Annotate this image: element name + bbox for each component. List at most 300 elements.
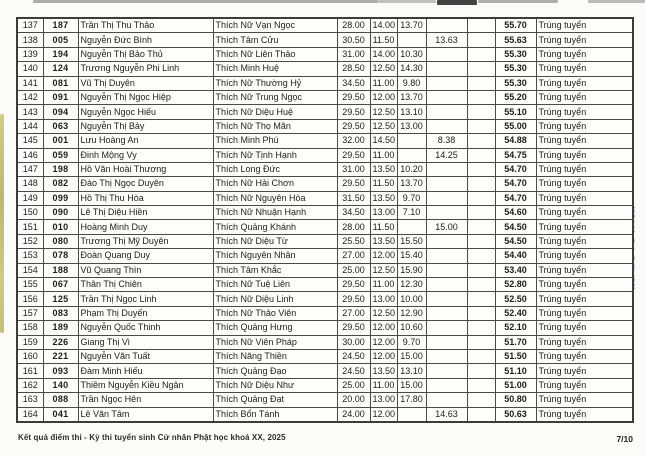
cell-dharma-name: Thích Quảng Hưng <box>213 321 337 335</box>
cell-candidate-id: 081 <box>43 76 78 90</box>
cell-score-3: 15.40 <box>397 249 426 263</box>
cell-score-2: 12.00 <box>370 349 397 363</box>
cell-score-5 <box>467 162 495 176</box>
cell-score-2: 12.00 <box>370 249 397 263</box>
cell-total-score: 51.00 <box>495 378 536 392</box>
cell-candidate-name: Nguyễn Quốc Thinh <box>78 321 213 335</box>
cell-total-score: 52.80 <box>495 278 536 292</box>
cell-dharma-name: Thích Nữ Nguyên Hòa <box>213 191 337 205</box>
cell-admission-status: Trúng tuyển <box>536 349 633 363</box>
cell-dharma-name: Thích Nữ Thảo Viên <box>213 306 337 320</box>
cell-total-score: 55.30 <box>495 47 536 61</box>
table-row <box>17 335 633 349</box>
cell-admission-status: Trúng tuyển <box>536 105 633 119</box>
cell-candidate-name: Phạm Thị Duyến <box>78 306 213 320</box>
cell-dharma-name: Thích Nữ Hải Chơn <box>213 177 337 191</box>
cell-candidate-name: Nguyễn Ngọc Hiếu <box>78 105 213 119</box>
cell-score-5 <box>467 134 495 148</box>
cell-score-3: 9.80 <box>397 76 426 90</box>
cell-candidate-name: Nguyễn Thị Bảy <box>78 119 213 133</box>
scan-artifact-left-edge <box>0 114 4 333</box>
cell-score-2: 12.50 <box>370 105 397 119</box>
cell-candidate-id: 221 <box>43 349 78 363</box>
table-row <box>17 220 633 234</box>
cell-candidate-id: 041 <box>43 407 78 422</box>
cell-score-5 <box>467 90 495 104</box>
cell-score-5 <box>467 292 495 306</box>
cell-score-5 <box>467 191 495 205</box>
cell-row-number: 154 <box>17 263 43 277</box>
cell-candidate-name: Trần Thị Ngọc Linh <box>78 292 213 306</box>
cell-row-number: 140 <box>17 62 43 76</box>
cell-row-number: 161 <box>17 364 43 378</box>
cell-score-4 <box>426 105 467 119</box>
cell-score-3: 13.70 <box>397 18 426 33</box>
cell-dharma-name: Thích Quảng Đạo <box>213 364 337 378</box>
cell-row-number: 139 <box>17 47 43 61</box>
cell-score-5 <box>467 119 495 133</box>
cell-dharma-name: Thích Nữ Tịnh Hạnh <box>213 148 337 162</box>
cell-total-score: 55.20 <box>495 90 536 104</box>
cell-score-3: 15.50 <box>397 234 426 248</box>
cell-score-1: 29.50 <box>337 105 370 119</box>
table-row <box>17 62 633 76</box>
cell-score-3: 13.70 <box>397 177 426 191</box>
cell-candidate-id: 124 <box>43 62 78 76</box>
table-row <box>17 407 633 422</box>
cell-admission-status: Trúng tuyển <box>536 148 633 162</box>
cell-total-score: 54.70 <box>495 191 536 205</box>
cell-score-4: 14.63 <box>426 407 467 422</box>
cell-score-2: 13.50 <box>370 162 397 176</box>
cell-score-4 <box>426 62 467 76</box>
cell-candidate-name: Nguyễn Thị Bảo Thủ <box>78 47 213 61</box>
cell-candidate-id: 080 <box>43 234 78 248</box>
cell-score-3: 15.00 <box>397 378 426 392</box>
scan-artifact-top-dark <box>437 0 477 5</box>
cell-total-score: 55.00 <box>495 119 536 133</box>
table-row <box>17 47 633 61</box>
cell-candidate-id: 189 <box>43 321 78 335</box>
cell-dharma-name: Thích Nguyên Nhân <box>213 249 337 263</box>
cell-score-2: 13.00 <box>370 393 397 407</box>
cell-score-2: 12.00 <box>370 407 397 422</box>
cell-score-4 <box>426 177 467 191</box>
cell-row-number: 146 <box>17 148 43 162</box>
cell-score-5 <box>467 335 495 349</box>
cell-total-score: 54.50 <box>495 234 536 248</box>
cell-score-4: 14.25 <box>426 148 467 162</box>
cell-admission-status: Trúng tuyển <box>536 234 633 248</box>
cell-admission-status: Trúng tuyển <box>536 177 633 191</box>
cell-score-1: 29.50 <box>337 119 370 133</box>
results-table-body <box>17 18 633 422</box>
cell-candidate-id: 090 <box>43 206 78 220</box>
cell-candidate-name: Thân Thị Chiên <box>78 278 213 292</box>
cell-dharma-name: Thích Nữ Diệu Huệ <box>213 105 337 119</box>
cell-score-5 <box>467 321 495 335</box>
cell-row-number: 159 <box>17 335 43 349</box>
cell-score-4 <box>426 162 467 176</box>
cell-score-4 <box>426 191 467 205</box>
cell-total-score: 50.80 <box>495 393 536 407</box>
cell-admission-status: Trúng tuyển <box>536 393 633 407</box>
cell-score-3: 10.00 <box>397 292 426 306</box>
cell-candidate-name: Nguyễn Thị Ngọc Hiệp <box>78 90 213 104</box>
cell-row-number: 157 <box>17 306 43 320</box>
cell-total-score: 51.50 <box>495 349 536 363</box>
cell-candidate-name: Nguyễn Văn Tuất <box>78 349 213 363</box>
cell-score-3: 12.30 <box>397 278 426 292</box>
cell-score-5 <box>467 18 495 33</box>
exam-results-table <box>16 17 634 423</box>
cell-candidate-id: 194 <box>43 47 78 61</box>
table-row <box>17 249 633 263</box>
cell-admission-status: Trúng tuyển <box>536 33 633 47</box>
cell-score-5 <box>467 105 495 119</box>
cell-dharma-name: Thích Bổn Tánh <box>213 407 337 422</box>
cell-score-4 <box>426 119 467 133</box>
cell-row-number: 164 <box>17 407 43 422</box>
cell-score-4 <box>426 292 467 306</box>
cell-dharma-name: Thích Nữ Viên Pháp <box>213 335 337 349</box>
cell-candidate-name: Giang Thị Vi <box>78 335 213 349</box>
cell-candidate-id: 091 <box>43 90 78 104</box>
cell-score-2: 14.00 <box>370 18 397 33</box>
cell-score-1: 32.00 <box>337 134 370 148</box>
cell-admission-status: Trúng tuyển <box>536 321 633 335</box>
cell-total-score: 52.40 <box>495 306 536 320</box>
cell-row-number: 148 <box>17 177 43 191</box>
cell-score-2: 11.00 <box>370 278 397 292</box>
cell-score-5 <box>467 393 495 407</box>
cell-candidate-name: Đào Thị Ngọc Duyên <box>78 177 213 191</box>
cell-score-3: 13.10 <box>397 364 426 378</box>
cell-score-2: 13.00 <box>370 292 397 306</box>
cell-row-number: 141 <box>17 76 43 90</box>
cell-candidate-id: 226 <box>43 335 78 349</box>
cell-candidate-id: 059 <box>43 148 78 162</box>
cell-admission-status: Trúng tuyển <box>536 335 633 349</box>
cell-dharma-name: Thích Quảng Đạt <box>213 393 337 407</box>
cell-score-1: 31.00 <box>337 47 370 61</box>
cell-candidate-id: 010 <box>43 220 78 234</box>
cell-score-1: 29.50 <box>337 292 370 306</box>
cell-candidate-id: 094 <box>43 105 78 119</box>
cell-admission-status: Trúng tuyển <box>536 134 633 148</box>
cell-admission-status: Trúng tuyển <box>536 47 633 61</box>
cell-candidate-id: 067 <box>43 278 78 292</box>
cell-candidate-name: Lưu Hoàng An <box>78 134 213 148</box>
table-row <box>17 18 633 33</box>
cell-candidate-id: 088 <box>43 393 78 407</box>
cell-candidate-id: 198 <box>43 162 78 176</box>
cell-score-2: 14.00 <box>370 47 397 61</box>
cell-score-5 <box>467 234 495 248</box>
cell-row-number: 163 <box>17 393 43 407</box>
cell-score-5 <box>467 148 495 162</box>
cell-total-score: 55.30 <box>495 62 536 76</box>
cell-score-2: 13.50 <box>370 191 397 205</box>
cell-row-number: 162 <box>17 378 43 392</box>
cell-candidate-name: Đàm Minh Hiếu <box>78 364 213 378</box>
cell-score-1: 27.00 <box>337 249 370 263</box>
table-row <box>17 292 633 306</box>
cell-score-2: 12.00 <box>370 335 397 349</box>
cell-score-5 <box>467 47 495 61</box>
scan-artifact-top <box>33 0 378 3</box>
table-row <box>17 191 633 205</box>
cell-row-number: 152 <box>17 234 43 248</box>
cell-dharma-name: Thích Nữ Thường Hỷ <box>213 76 337 90</box>
cell-score-1: 25.00 <box>337 263 370 277</box>
cell-admission-status: Trúng tuyển <box>536 364 633 378</box>
cell-total-score: 55.63 <box>495 33 536 47</box>
cell-row-number: 137 <box>17 18 43 33</box>
cell-score-1: 24.50 <box>337 364 370 378</box>
cell-dharma-name: Thích Nữ Diệu Từ <box>213 234 337 248</box>
cell-dharma-name: Thích Nữ Nhuận Hạnh <box>213 206 337 220</box>
cell-score-1: 28.00 <box>337 220 370 234</box>
cell-score-3 <box>397 33 426 47</box>
table-row <box>17 105 633 119</box>
cell-score-1: 29.50 <box>337 90 370 104</box>
table-row <box>17 263 633 277</box>
cell-candidate-name: Hoàng Minh Duy <box>78 220 213 234</box>
table-row <box>17 90 633 104</box>
cell-score-5 <box>467 33 495 47</box>
cell-score-5 <box>467 407 495 422</box>
cell-score-1: 29.50 <box>337 321 370 335</box>
cell-total-score: 52.10 <box>495 321 536 335</box>
cell-score-3: 13.70 <box>397 90 426 104</box>
cell-score-1: 34.50 <box>337 206 370 220</box>
cell-dharma-name: Thích Nữ Tuệ Liên <box>213 278 337 292</box>
cell-score-2: 12.00 <box>370 321 397 335</box>
cell-score-2: 14.50 <box>370 134 397 148</box>
cell-score-5 <box>467 62 495 76</box>
cell-score-5 <box>467 177 495 191</box>
cell-dharma-name: Thích Nữ Vạn Ngọc <box>213 18 337 33</box>
scan-artifact-top <box>478 0 558 3</box>
cell-score-1: 29.50 <box>337 177 370 191</box>
cell-admission-status: Trúng tuyển <box>536 76 633 90</box>
cell-score-5 <box>467 306 495 320</box>
cell-score-4 <box>426 306 467 320</box>
cell-score-3: 15.00 <box>397 349 426 363</box>
cell-row-number: 142 <box>17 90 43 104</box>
cell-row-number: 143 <box>17 105 43 119</box>
cell-score-3: 13.00 <box>397 119 426 133</box>
table-row <box>17 162 633 176</box>
table-row <box>17 148 633 162</box>
cell-admission-status: Trúng tuyển <box>536 220 633 234</box>
cell-candidate-id: 001 <box>43 134 78 148</box>
cell-row-number: 144 <box>17 119 43 133</box>
cell-admission-status: Trúng tuyển <box>536 249 633 263</box>
cell-dharma-name: Thích Nữ Diệu Linh <box>213 292 337 306</box>
page-number: 7/10 <box>616 434 633 444</box>
cell-admission-status: Trúng tuyển <box>536 292 633 306</box>
cell-dharma-name: Thích Năng Thiền <box>213 349 337 363</box>
cell-dharma-name: Thích Nữ Trung Ngọc <box>213 90 337 104</box>
table-row <box>17 306 633 320</box>
cell-score-2: 11.00 <box>370 148 397 162</box>
table-row <box>17 33 633 47</box>
cell-score-1: 34.50 <box>337 76 370 90</box>
cell-candidate-id: 082 <box>43 177 78 191</box>
cell-score-5 <box>467 249 495 263</box>
cell-candidate-id: 005 <box>43 33 78 47</box>
cell-score-4: 15.00 <box>426 220 467 234</box>
cell-score-4 <box>426 349 467 363</box>
cell-score-2: 11.00 <box>370 378 397 392</box>
cell-candidate-id: 083 <box>43 306 78 320</box>
table-row <box>17 393 633 407</box>
cell-candidate-id: 063 <box>43 119 78 133</box>
cell-score-3: 10.30 <box>397 47 426 61</box>
cell-score-1: 27.00 <box>337 306 370 320</box>
cell-score-1: 29.50 <box>337 148 370 162</box>
cell-score-1: 31.00 <box>337 162 370 176</box>
table-row <box>17 206 633 220</box>
table-row <box>17 177 633 191</box>
cell-score-2: 12.50 <box>370 119 397 133</box>
cell-candidate-name: Hồ Văn Hoài Thương <box>78 162 213 176</box>
cell-candidate-name: Nguyễn Đức Bình <box>78 33 213 47</box>
cell-total-score: 51.10 <box>495 364 536 378</box>
cell-score-4 <box>426 364 467 378</box>
table-row <box>17 134 633 148</box>
cell-row-number: 149 <box>17 191 43 205</box>
cell-candidate-id: 125 <box>43 292 78 306</box>
cell-score-3 <box>397 220 426 234</box>
cell-score-5 <box>467 278 495 292</box>
table-row <box>17 119 633 133</box>
cell-score-1: 20.00 <box>337 393 370 407</box>
cell-total-score: 54.50 <box>495 220 536 234</box>
cell-score-3: 12.90 <box>397 306 426 320</box>
cell-score-2: 11.50 <box>370 177 397 191</box>
cell-score-2: 11.50 <box>370 220 397 234</box>
cell-score-5 <box>467 220 495 234</box>
cell-total-score: 55.70 <box>495 18 536 33</box>
cell-score-2: 12.00 <box>370 90 397 104</box>
cell-score-4 <box>426 18 467 33</box>
cell-candidate-id: 078 <box>43 249 78 263</box>
cell-score-3: 7.10 <box>397 206 426 220</box>
cell-score-4 <box>426 206 467 220</box>
cell-score-5 <box>467 206 495 220</box>
cell-row-number: 147 <box>17 162 43 176</box>
cell-total-score: 54.75 <box>495 148 536 162</box>
cell-score-3: 10.60 <box>397 321 426 335</box>
cell-row-number: 150 <box>17 206 43 220</box>
cell-score-4 <box>426 76 467 90</box>
cell-admission-status: Trúng tuyển <box>536 119 633 133</box>
cell-candidate-name: Đinh Mộng Vy <box>78 148 213 162</box>
scan-artifact-top <box>378 0 436 3</box>
cell-dharma-name: Thích Minh Huệ <box>213 62 337 76</box>
cell-total-score: 52.50 <box>495 292 536 306</box>
cell-admission-status: Trúng tuyển <box>536 191 633 205</box>
cell-total-score: 55.30 <box>495 76 536 90</box>
table-row <box>17 234 633 248</box>
cell-score-1: 28.50 <box>337 62 370 76</box>
cell-score-3: 9.70 <box>397 335 426 349</box>
cell-score-1: 24.50 <box>337 349 370 363</box>
cell-candidate-name: Trần Thị Thu Thảo <box>78 18 213 33</box>
cell-score-4: 8.38 <box>426 134 467 148</box>
cell-score-1: 30.50 <box>337 33 370 47</box>
cell-score-4 <box>426 47 467 61</box>
cell-score-3 <box>397 148 426 162</box>
cell-admission-status: Trúng tuyển <box>536 306 633 320</box>
cell-candidate-name: Thiềm Nguyễn Kiều Ngân <box>78 378 213 392</box>
cell-score-3: 13.10 <box>397 105 426 119</box>
cell-candidate-name: Trương Nguyễn Phi Linh <box>78 62 213 76</box>
cell-score-1: 30.00 <box>337 335 370 349</box>
cell-score-2: 12.50 <box>370 62 397 76</box>
cell-score-2: 12.50 <box>370 306 397 320</box>
cell-score-4: 13.63 <box>426 33 467 47</box>
cell-score-2: 11.50 <box>370 33 397 47</box>
cell-admission-status: Trúng tuyển <box>536 263 633 277</box>
cell-dharma-name: Thích Nữ Liên Thảo <box>213 47 337 61</box>
footer-caption: Kết quả điểm thi - Kỳ thi tuyển sinh Cử nhân Phật học khoá XX, 2025 <box>18 433 286 442</box>
cell-score-4 <box>426 249 467 263</box>
cell-candidate-name: Lê Văn Tâm <box>78 407 213 422</box>
cell-total-score: 54.70 <box>495 177 536 191</box>
cell-candidate-name: Trần Ngọc Hên <box>78 393 213 407</box>
cell-score-3: 9.70 <box>397 191 426 205</box>
table-row <box>17 321 633 335</box>
cell-admission-status: Trúng tuyển <box>536 162 633 176</box>
cell-candidate-name: Trương Thị Mỹ Duyên <box>78 234 213 248</box>
cell-dharma-name: Thích Nữ Thọ Mãn <box>213 119 337 133</box>
cell-candidate-name: Lê Thị Diệu Hiền <box>78 206 213 220</box>
cell-score-1: 25.50 <box>337 234 370 248</box>
cell-admission-status: Trúng tuyển <box>536 278 633 292</box>
cell-score-4 <box>426 90 467 104</box>
cell-row-number: 156 <box>17 292 43 306</box>
cell-candidate-name: Vũ Thị Duyên <box>78 76 213 90</box>
cell-row-number: 138 <box>17 33 43 47</box>
table-row <box>17 278 633 292</box>
cell-row-number: 155 <box>17 278 43 292</box>
scan-artifact-top <box>588 0 645 3</box>
table-row <box>17 76 633 90</box>
cell-dharma-name: Thích Minh Phú <box>213 134 337 148</box>
cell-admission-status: Trúng tuyển <box>536 62 633 76</box>
cell-score-5 <box>467 76 495 90</box>
cell-total-score: 54.88 <box>495 134 536 148</box>
table-row <box>17 364 633 378</box>
cell-row-number: 151 <box>17 220 43 234</box>
cell-total-score: 53.40 <box>495 263 536 277</box>
cell-score-2: 12.50 <box>370 263 397 277</box>
cell-admission-status: Trúng tuyển <box>536 18 633 33</box>
cell-score-4 <box>426 278 467 292</box>
cell-score-5 <box>467 349 495 363</box>
cell-score-1: 25.00 <box>337 378 370 392</box>
cell-score-2: 13.50 <box>370 234 397 248</box>
cell-dharma-name: Thích Long Đức <box>213 162 337 176</box>
cell-score-4 <box>426 263 467 277</box>
cell-score-3: 17.80 <box>397 393 426 407</box>
cell-candidate-id: 093 <box>43 364 78 378</box>
cell-candidate-id: 187 <box>43 18 78 33</box>
